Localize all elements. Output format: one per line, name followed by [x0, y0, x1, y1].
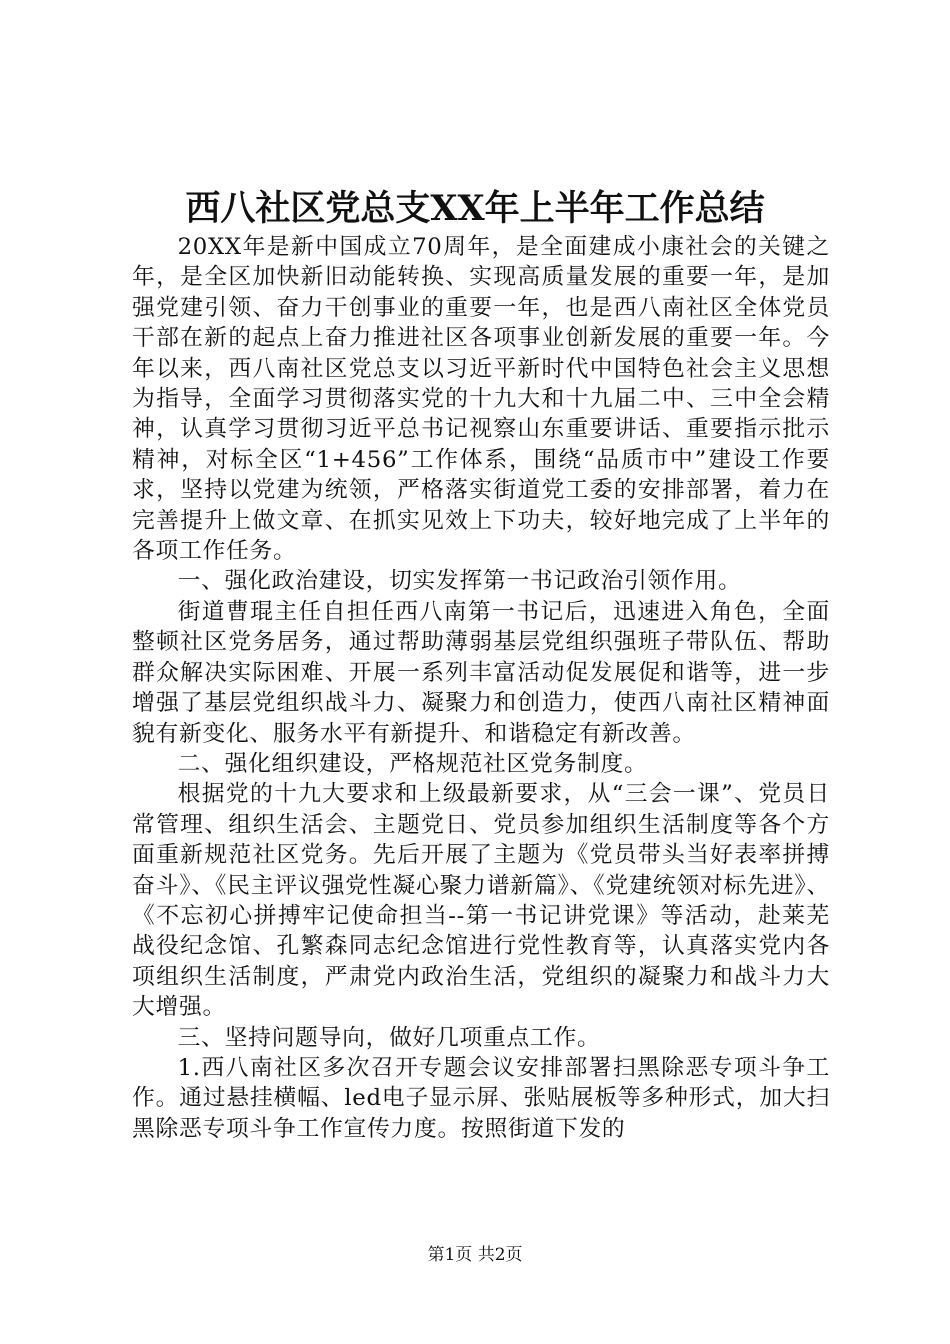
- paragraph-section-2: 根据党的十九大要求和上级最新要求，从“三会一课”、党员日常管理、组织生活会、主题党日、党员参加组织生活制度等各个方面重新规范社区党务。先后开展了主题为《党员带头当好表率拼搏奋斗》、《民主评议强党性凝心聚力谱新篇》、《党建统领对标先进》、《不忘初心拼搏牢记使命担当--第一书记讲党课》等活动，赴莱芜战役纪念馆、孔繁森同志纪念馆进行党性教育等，认真落实党内各项组织生活制度，严肃党内政治生活，党组织的凝聚力和战斗力大大增强。: [132, 781, 830, 1021]
- section-heading-1: 一、强化政治建设，切实发挥第一书记政治引领作用。: [177, 568, 742, 595]
- section-heading-2: 二、强化组织建设，严格规范社区党务制度。: [177, 750, 648, 777]
- section-heading-3: 三、坚持问题导向，做好几项重点工作。: [177, 1024, 601, 1051]
- paragraph-section-1: 街道曹琨主任自担任西八南第一书记后，迅速进入角色，全面整顿社区党务居务，通过帮助薄弱基层党组织强班子带队伍、帮助群众解决实际困难、开展一系列丰富活动促发展促和谐等，进一步增强了基层党组织战斗力、凝聚力和创造力，使西八南社区精神面貌有新变化、服务水平有新提升、和谐稳定有新改善。: [132, 598, 830, 747]
- paragraph-section-3-item-1: 1.西八南社区多次召开专题会议安排部署扫黑除恶专项斗争工作。通过悬挂横幅、led电子显示屏、张贴展板等多种形式，加大扫黑除恶专项斗争工作宣传力度。按照街道下发的: [132, 1054, 830, 1142]
- document-title: 西八社区党总支XX年上半年工作总结: [185, 188, 765, 229]
- document-body: [132, 232, 830, 1144]
- paragraph-intro: 20XX年是新中国成立70周年，是全面建成小康社会的关键之年，是全区加快新旧动能转换、实现高质量发展的重要一年，是加强党建引领、奋力干创事业的重要一年，也是西八南社区全体党员干部在新的起点上奋力推进社区各项事业创新发展的重要一年。今年以来，西八南社区党总支以习近平新时代中国特色社会主义思想为指导，全面学习贯彻落实党的十九大和十九届二中、三中全会精神，认真学习贯彻习近平总书记视察山东重要讲话、重要指示批示精神，对标全区“1+456”工作体系，围绕“品质市中”建设工作要求，坚持以党建为统领，严格落实街道党工委的安排部署，着力在完善提升上做文章、在抓实见效上下功夫，较好地完成了上半年的各项工作任务。: [132, 234, 830, 565]
- page-number-footer: 第1页 共2页: [427, 1245, 523, 1265]
